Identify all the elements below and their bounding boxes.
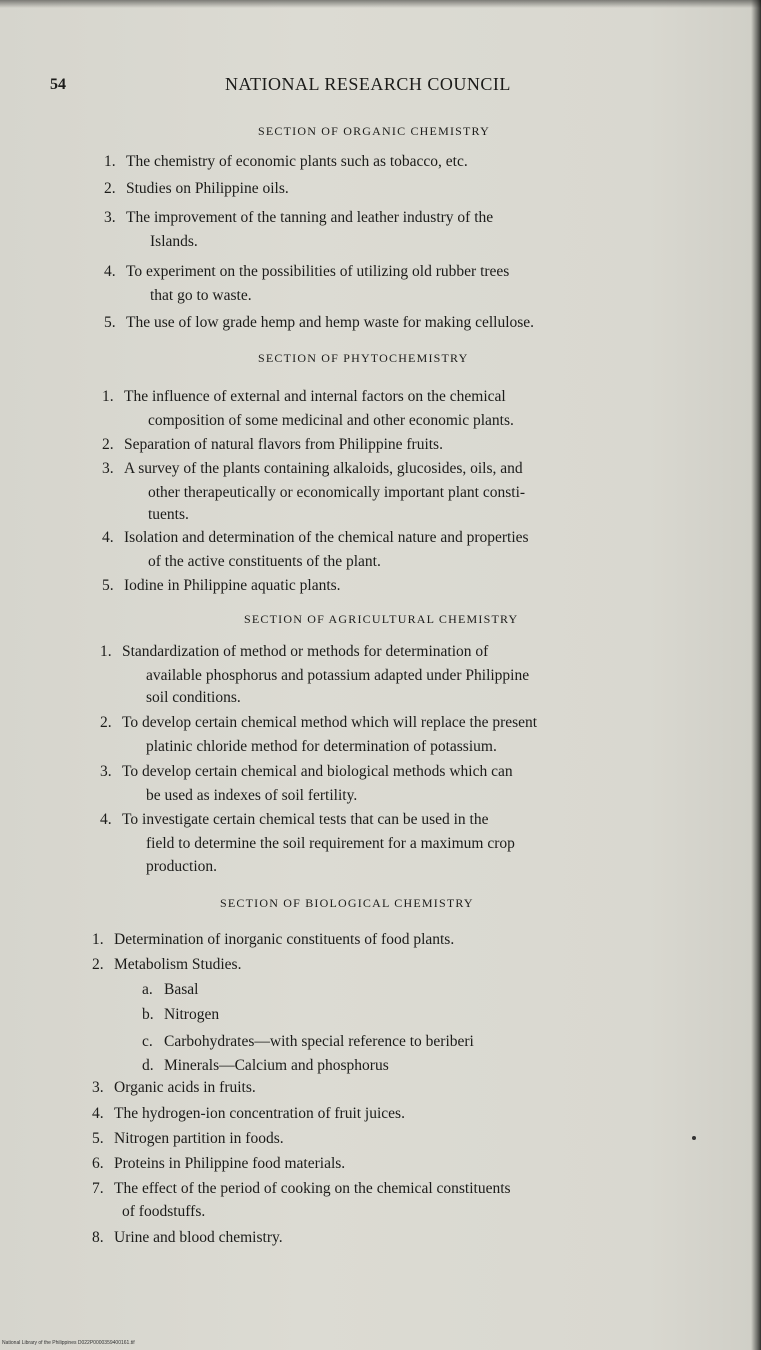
item-number: 3.: [102, 460, 114, 477]
item-text: Carbohydrates—with special reference to beriberi: [164, 1033, 474, 1050]
list-item: [102, 433, 443, 456]
list-item: [92, 1226, 283, 1249]
item-letter: c.: [142, 1033, 153, 1050]
item-number: 4.: [92, 1105, 104, 1122]
item-text: To experiment on the possibilities of utilizing old rubber trees: [126, 263, 510, 280]
item-text-continuation: available phosphorus and potassium adapted under Philippine: [146, 667, 530, 684]
list-item: [104, 177, 289, 200]
item-text: The use of low grade hemp and hemp waste for making cellulose.: [126, 314, 535, 331]
item-number: 7.: [92, 1180, 104, 1197]
section-title-biological-chemistry: SECTION OF BIOLOGICAL CHEMISTRY: [220, 896, 474, 910]
item-number: 5.: [92, 1130, 104, 1147]
item-text: Determination of inorganic constituents of food plants.: [114, 931, 455, 948]
item-text: Nitrogen: [164, 1006, 220, 1023]
item-text: Minerals—Calcium and phosphorus: [164, 1057, 389, 1074]
list-item: [92, 1102, 405, 1125]
item-text: The chemistry of economic plants such as tobacco, etc.: [126, 153, 468, 170]
item-text: Standardization of method or methods for determination of: [122, 643, 489, 660]
item-number: 1.: [102, 388, 114, 405]
item-text: The effect of the period of cooking on the chemical constituents: [114, 1180, 511, 1197]
item-number: 5.: [104, 314, 116, 331]
item-text: The hydrogen-ion concentration of fruit juices.: [114, 1105, 405, 1122]
list-item: [92, 1177, 511, 1200]
section-title-organic-chemistry: SECTION OF ORGANIC CHEMISTRY: [258, 124, 490, 138]
list-item: [104, 311, 534, 334]
item-number: 4.: [100, 811, 112, 828]
item-number: 8.: [92, 1229, 104, 1246]
item-text-continuation: platinic chloride method for determination of potassium.: [146, 738, 497, 755]
item-text-continuation: tuents.: [148, 506, 189, 523]
item-text-continuation: of foodstuffs.: [122, 1203, 206, 1220]
list-item: [104, 260, 509, 283]
item-text-continuation: that go to waste.: [150, 287, 252, 304]
sub-list-item: [142, 978, 198, 1001]
item-text: Urine and blood chemistry.: [114, 1229, 283, 1246]
item-text: A survey of the plants containing alkaloids, glucosides, oils, and: [124, 460, 523, 477]
sub-list-item: [142, 1054, 389, 1077]
item-number: 4.: [102, 529, 114, 546]
list-item: [92, 1127, 284, 1150]
page-top-shadow: [0, 0, 761, 8]
item-number: 3.: [104, 209, 116, 226]
item-text: To develop certain chemical method which will replace the present: [122, 714, 538, 731]
item-text: Basal: [164, 981, 199, 998]
list-item: [102, 574, 341, 597]
list-item: [92, 1152, 345, 1175]
item-text: Proteins in Philippine food materials.: [114, 1155, 346, 1172]
item-text-continuation: composition of some medicinal and other economic plants.: [148, 412, 514, 429]
list-item: [102, 385, 506, 408]
item-number: 4.: [104, 263, 116, 280]
item-text-continuation: be used as indexes of soil fertility.: [146, 787, 358, 804]
item-number: 2.: [100, 714, 112, 731]
running-head: NATIONAL RESEARCH COUNCIL: [225, 74, 511, 94]
item-text-continuation: field to determine the soil requirement for a maximum crop: [146, 835, 515, 852]
item-text: Iodine in Philippine aquatic plants.: [124, 577, 341, 594]
item-text-continuation: production.: [146, 858, 218, 875]
item-text: Isolation and determination of the chemical nature and properties: [124, 529, 529, 546]
item-letter: a.: [142, 981, 153, 998]
section-title-phytochemistry: SECTION OF PHYTOCHEMISTRY: [258, 351, 469, 365]
sub-list-item: [142, 1030, 474, 1053]
item-text: Organic acids in fruits.: [114, 1079, 256, 1096]
item-text-continuation: other therapeutically or economically important plant consti-: [148, 484, 526, 501]
item-number: 1.: [92, 931, 104, 948]
ink-speck: [692, 1136, 696, 1140]
item-text: The influence of external and internal factors on the chemical: [124, 388, 506, 405]
item-number: 3.: [100, 763, 112, 780]
item-number: 1.: [100, 643, 112, 660]
item-text-continuation: Islands.: [150, 233, 198, 250]
item-number: 6.: [92, 1155, 104, 1172]
item-number: 2.: [104, 180, 116, 197]
page-number: 54: [50, 76, 66, 93]
item-text-continuation: of the active constituents of the plant.: [148, 553, 381, 570]
scan-footer-note: National Library of the Philippines D022P0000359400161.tif: [2, 1340, 135, 1346]
item-text: Nitrogen partition in foods.: [114, 1130, 284, 1147]
item-number: 3.: [92, 1079, 104, 1096]
page-binding-shadow: [751, 0, 761, 1350]
item-text-continuation: soil conditions.: [146, 689, 241, 706]
item-letter: b.: [142, 1006, 154, 1023]
list-item: [102, 457, 523, 480]
list-item: [100, 711, 537, 734]
sub-list-item: [142, 1003, 219, 1026]
list-item: [100, 760, 513, 783]
section-title-agricultural-chemistry: SECTION OF AGRICULTURAL CHEMISTRY: [244, 612, 519, 626]
item-number: 1.: [104, 153, 116, 170]
item-text: To investigate certain chemical tests that can be used in the: [122, 811, 489, 828]
list-item: [100, 808, 488, 831]
item-number: 2.: [102, 436, 114, 453]
list-item: [104, 206, 493, 229]
list-item: [104, 150, 468, 173]
list-item: [102, 526, 529, 549]
item-text: Studies on Philippine oils.: [126, 180, 289, 197]
item-text: Metabolism Studies.: [114, 956, 242, 973]
item-letter: d.: [142, 1057, 154, 1074]
item-text: Separation of natural flavors from Philippine fruits.: [124, 436, 443, 453]
list-item: [100, 640, 488, 663]
list-item: [92, 928, 454, 951]
item-text: The improvement of the tanning and leather industry of the: [126, 209, 494, 226]
item-number: 5.: [102, 577, 114, 594]
list-item: [92, 953, 241, 976]
item-text: To develop certain chemical and biological methods which can: [122, 763, 513, 780]
list-item: [92, 1076, 256, 1099]
item-number: 2.: [92, 956, 104, 973]
